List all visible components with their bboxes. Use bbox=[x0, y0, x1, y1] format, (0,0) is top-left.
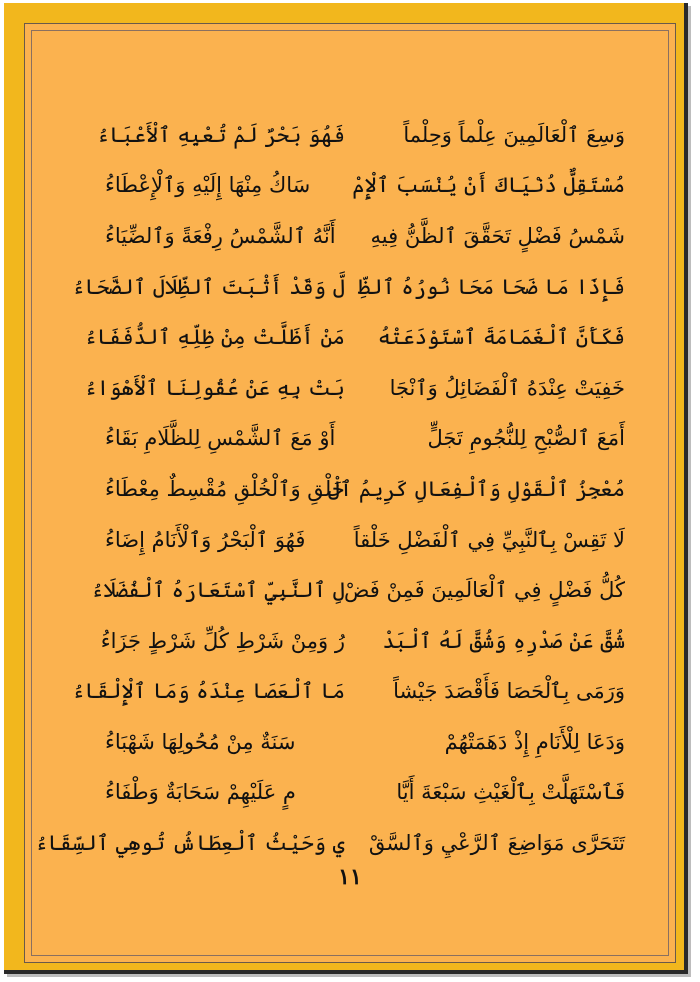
verse-first-hemistich: وَسِعَ ٱلْعَالَمِينَ عِلْماً وَحِلْماً bbox=[403, 122, 625, 147]
verse-first-hemistich: وَدَعَا لِلْأَنَامِ إِذْ دَهَمَتْهُمْ bbox=[444, 729, 625, 754]
verse-first-hemistich: وَرَمَى بِٱلْحَصَا فَأَقْصَدَ جَيْشاً bbox=[393, 679, 625, 704]
verse-second-hemistich: أَنَّهُ ٱلشَّمْسُ رِفْعَةً وَٱلضِّيَاءُ bbox=[105, 223, 336, 248]
verse-first-hemistich: لَا تَقِسْ بِٱلنَّبِيِّ فِي ٱلْفَضْلِ خَلْقاً bbox=[353, 527, 625, 552]
verse-line bbox=[105, 464, 625, 515]
verse-line bbox=[100, 616, 625, 667]
verse-second-hemistich: مٍ عَلَيْهِمْ سَحَابَةٌ وَطْفَاءُ bbox=[105, 780, 296, 805]
verse-first-hemistich: شُقَّ عَنْ صَدْرِهِ وَشُقَّ لَهُ ٱلْبَدْ bbox=[382, 628, 625, 653]
verse-first-hemistich: أَمَعَ ٱلصُّبْحِ لِلنُّجُومِ تَجَلٍّ bbox=[427, 426, 625, 451]
verse-first-hemistich: مُسْتَقِلٌّ دُنْيَاكَ أَنْ يُنْسَبَ ٱلْإِمْ bbox=[352, 173, 625, 198]
verse-line bbox=[72, 262, 625, 313]
verse-second-hemistich: رُ وَمِنْ شَرْطِ كُلِّ شَرْطٍ جَزَاءُ bbox=[100, 628, 345, 653]
verse-line bbox=[72, 667, 625, 718]
verse-second-hemistich: لِ ٱلنَّبِيِّ ٱسْتَعَارَهُ ٱلْفُضَلَاءُ bbox=[91, 578, 345, 603]
verse-first-hemistich: فَكَأَنَّ ٱلْغَمَامَةَ ٱسْتَوْدَعَتْهُ bbox=[377, 325, 625, 350]
page-number: ١١ bbox=[338, 864, 362, 890]
verse-first-hemistich: فَإِذَا مَا ضَحَا مَحَا نُورُهُ ٱلظِّ bbox=[357, 274, 625, 299]
verse-second-hemistich: أَوْ مَعَ ٱلشَّمْسِ لِلظَّلَامِ بَقَاءُ bbox=[105, 426, 336, 451]
verse-first-hemistich: مُعْجِزُ ٱلْقَوْلِ وَٱلْفِعَالِ كَرِيمُ ٱلْ bbox=[327, 476, 625, 501]
verse-line bbox=[105, 717, 625, 768]
verse-line bbox=[105, 161, 625, 212]
verse-second-hemistich: يِ وَحَيْثُ ٱلْعِطَاشُ تُوهِي ٱلسِّقَاءُ bbox=[35, 831, 345, 856]
verse-line bbox=[96, 110, 625, 161]
verse-second-hemistich: فَهُوَ بَحْرٌ لَمْ تُعْيِهِ ٱلْأَعْبَاءُ bbox=[96, 122, 345, 147]
verse-line bbox=[91, 565, 625, 616]
verse-second-hemistich: مَا ٱلْعَصَا عِنْدَهُ وَمَا ٱلْإِلْقَاءُ bbox=[72, 679, 345, 704]
poem-verses bbox=[35, 110, 625, 869]
verse-line bbox=[105, 768, 625, 819]
verse-first-hemistich: كُلُّ فَضْلٍ فِي ٱلْعَالَمِينَ فَمِنْ فَضْ bbox=[344, 578, 625, 603]
verse-first-hemistich: فَٱسْتَهَلَّتْ بِٱلْغَيْثِ سَبْعَةَ أَيَّا bbox=[396, 780, 625, 805]
verse-line bbox=[105, 515, 625, 566]
verse-second-hemistich: لَّ وَقَدْ أَثْبَتَ ٱلظِّلَالَ ٱلضَّحَاءُ bbox=[72, 274, 345, 299]
verse-second-hemistich: فَهُوَ ٱلْبَحْرُ وَٱلْأَنَامُ إِضَاءُ bbox=[105, 527, 306, 552]
verse-second-hemistich: خَلْقِ وَٱلْخُلْقِ مُقْسِطٌ مِعْطَاءُ bbox=[105, 476, 345, 501]
book-page bbox=[24, 23, 676, 963]
verse-line bbox=[105, 414, 625, 465]
verse-line bbox=[105, 211, 625, 262]
verse-line bbox=[84, 312, 625, 363]
verse-second-hemistich: مَنْ أَظَلَّتْ مِنْ ظِلِّهِ ٱلدُّفَفَاءُ bbox=[84, 325, 345, 350]
verse-line bbox=[84, 363, 625, 414]
verse-line bbox=[35, 818, 625, 869]
verse-second-hemistich: سَاكُ مِنْهَا إِلَيْهِ وَٱلْإِعْطَاءُ bbox=[105, 173, 311, 198]
verse-second-hemistich: بَتْ بِهِ عَنْ عُقُولِنَا ٱلْأَهْوَاءُ bbox=[84, 375, 345, 400]
verse-second-hemistich: سَنَةٌ مِنْ مُحُولِهَا شَهْبَاءُ bbox=[105, 729, 296, 754]
verse-first-hemistich: تَتَحَرَّى مَوَاضِعَ ٱلرَّعْيِ وَٱلسَّقْ bbox=[368, 831, 625, 856]
outer-frame bbox=[4, 3, 688, 974]
verse-first-hemistich: شَمْسُ فَضْلٍ تَحَقَّقَ ٱلظَّنُّ فِيهِ bbox=[370, 223, 625, 248]
verse-first-hemistich: خَفِيَتْ عِنْدَهُ ٱلْفَضَائِلُ وَٱنْجَا bbox=[389, 375, 625, 400]
